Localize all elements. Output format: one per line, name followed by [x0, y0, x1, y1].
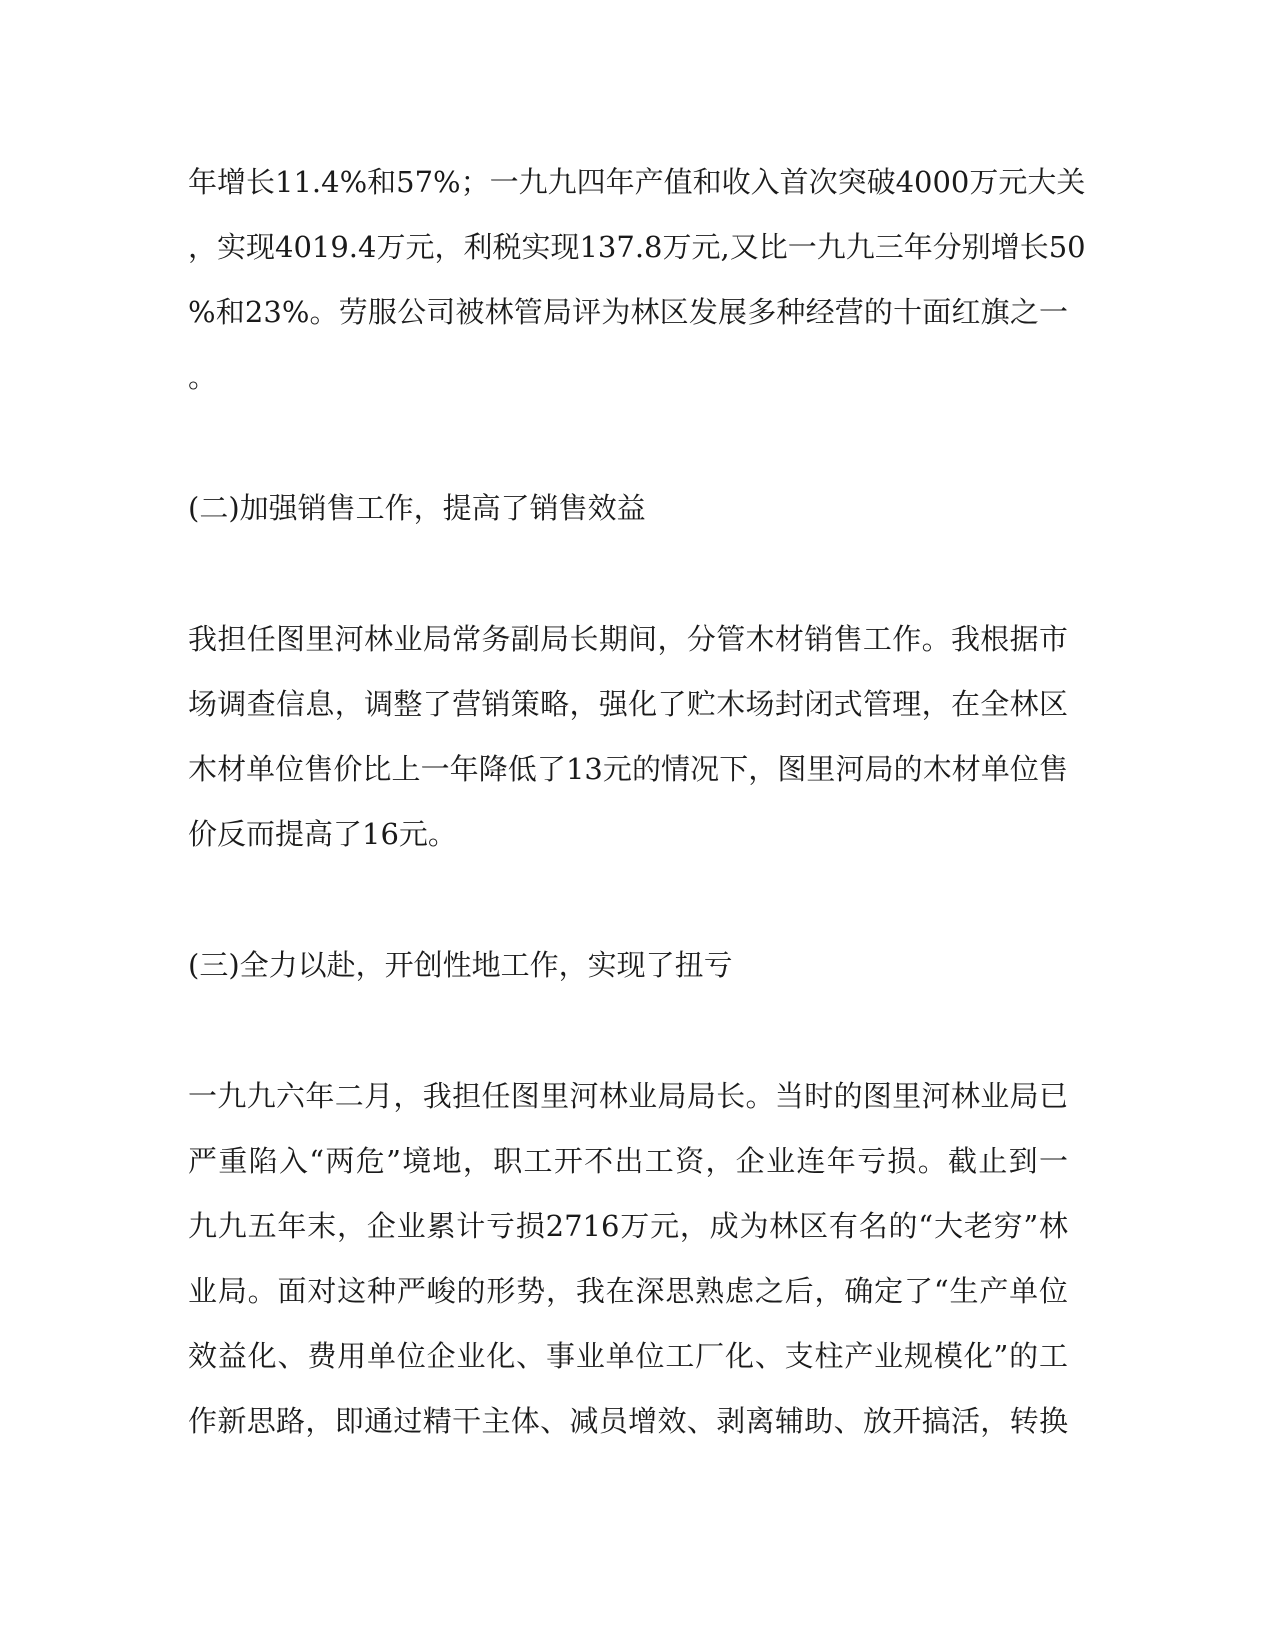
paragraph-growth-summary: [188, 150, 1086, 410]
text-line: 一九九六年二月，我担任图里河林业局局长。当时的图里河林业局已: [188, 1079, 1068, 1113]
paragraph-turnaround: [188, 1064, 1068, 1454]
text-line: 价反而提高了16元。: [188, 817, 457, 851]
text-line: 业局。面对这种严峻的形势，我在深思熟虑之后，确定了“生产单位: [188, 1274, 1068, 1308]
paragraph-sales: [188, 607, 1068, 867]
text-line: 我担任图里河林业局常务副局长期间，分管木材销售工作。我根据市: [188, 622, 1068, 656]
document-body: [188, 150, 1086, 1454]
text-line: 效益化、费用单位企业化、事业单位工厂化、支柱产业规模化”的工: [188, 1339, 1068, 1373]
heading-line: (三)全力以赴，开创性地工作，实现了扭亏: [188, 948, 733, 982]
text-line: 严重陷入“两危”境地，职工开不出工资，企业连年亏损。截止到一: [188, 1144, 1068, 1178]
text-line: 年增长11.4%和57%；一九九四年产值和收入首次突破4000万元大关: [188, 165, 1086, 199]
text-line: %和23%。劳服公司被林管局评为林区发展多种经营的十面红旗之一: [188, 295, 1068, 329]
text-line: 九九五年末，企业累计亏损2716万元，成为林区有名的“大老穷”林: [188, 1209, 1068, 1243]
section-heading-sales: [188, 476, 1068, 541]
text-line: 作新思路，即通过精干主体、减员增效、剥离辅助、放开搞活，转换: [188, 1404, 1068, 1438]
text-line: 木材单位售价比上一年降低了13元的情况下，图里河局的木材单位售: [188, 752, 1068, 786]
text-line: 。: [188, 360, 218, 394]
heading-line: (二)加强销售工作，提高了销售效益: [188, 491, 646, 525]
section-heading-turnaround: [188, 933, 1068, 998]
text-line: 场调查信息，调整了营销策略，强化了贮木场封闭式管理，在全林区: [188, 687, 1068, 721]
text-line: ，实现4019.4万元，利税实现137.8万元,又比一九九三年分别增长50: [188, 230, 1086, 264]
